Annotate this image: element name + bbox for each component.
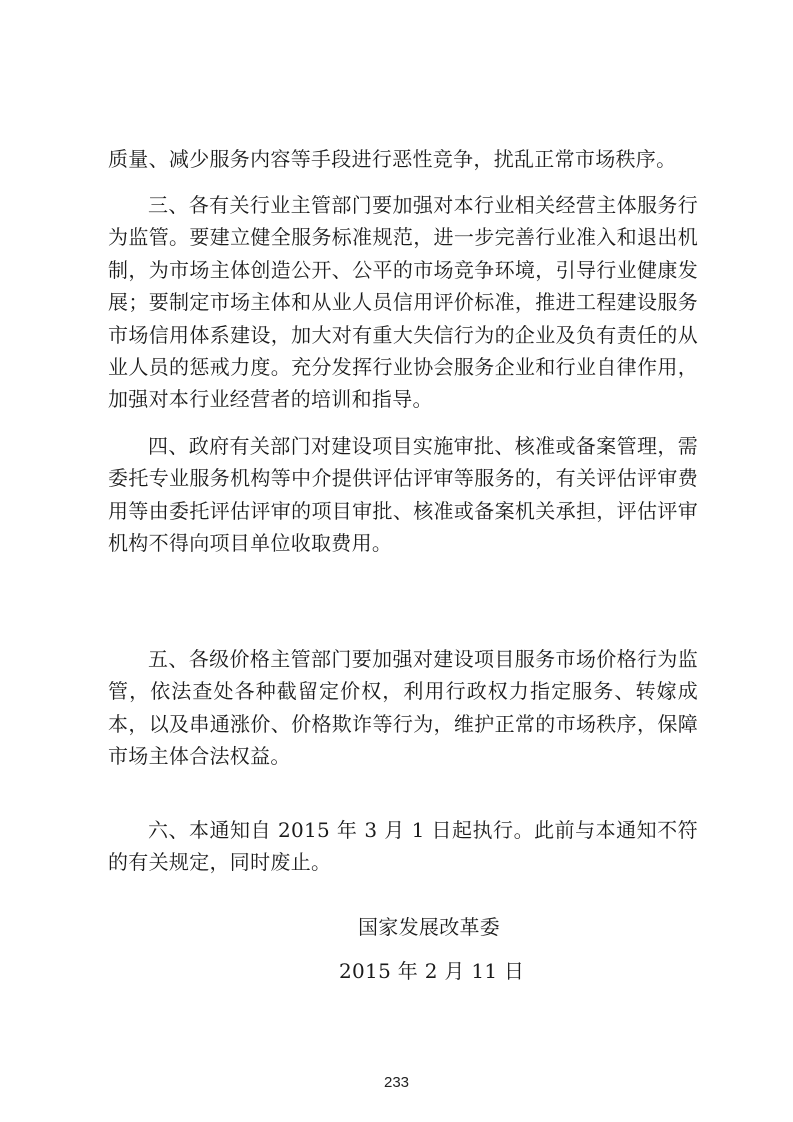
paragraph-section-3 — [108, 189, 698, 416]
paragraph-section-5 — [108, 643, 698, 773]
paragraph-continuation — [108, 143, 698, 175]
paragraph-text: 六、本通知自 2015 年 3 月 1 日起执行。此前与本通知不符的有关规定，同时废止。 — [108, 818, 698, 875]
paragraph-text: 四、政府有关部门对建设项目实施审批、核准或备案管理，需委托专业服务机构等中介提供评估评审等服务的，有关评估评审费用等由委托评估评审的项目审批、核准或备案机关承担，评估评审机构不得向项目单位收取费用。 — [108, 434, 698, 556]
signature-date: 2015 年 2 月 11 日 — [339, 959, 525, 983]
paragraph-text: 五、各级价格主管部门要加强对建设项目服务市场价格行为监管，依法查处各种截留定价权，利用行政权力指定服务、转嫁成本，以及串通涨价、价格欺诈等行为，维护正常的市场秩序，保障市场主体合法权益。 — [108, 647, 698, 769]
paragraph-section-4 — [108, 430, 698, 560]
paragraph-text: 三、各有关行业主管部门要加强对本行业相关经营主体服务行为监管。要建立健全服务标准规范，进一步完善行业准入和退出机制，为市场主体创造公开、公平的市场竞争环境，引导行业健康发展；要制定市场主体和从业人员信用评价标准，推进工程建设服务市场信用体系建设，加大对有重大失信行为的企业及负有责任的从业人员的惩戒力度。充分发挥行业协会服务企业和行业自律作用，加强对本行业经营者的培训和指导。 — [108, 193, 698, 412]
page-number: 233 — [383, 1074, 410, 1091]
paragraph-section-6 — [108, 814, 698, 879]
signature-organization: 国家发展改革委 — [358, 915, 501, 939]
paragraph-text: 质量、减少服务内容等手段进行恶性竞争，扰乱正常市场秩序。 — [108, 147, 677, 171]
